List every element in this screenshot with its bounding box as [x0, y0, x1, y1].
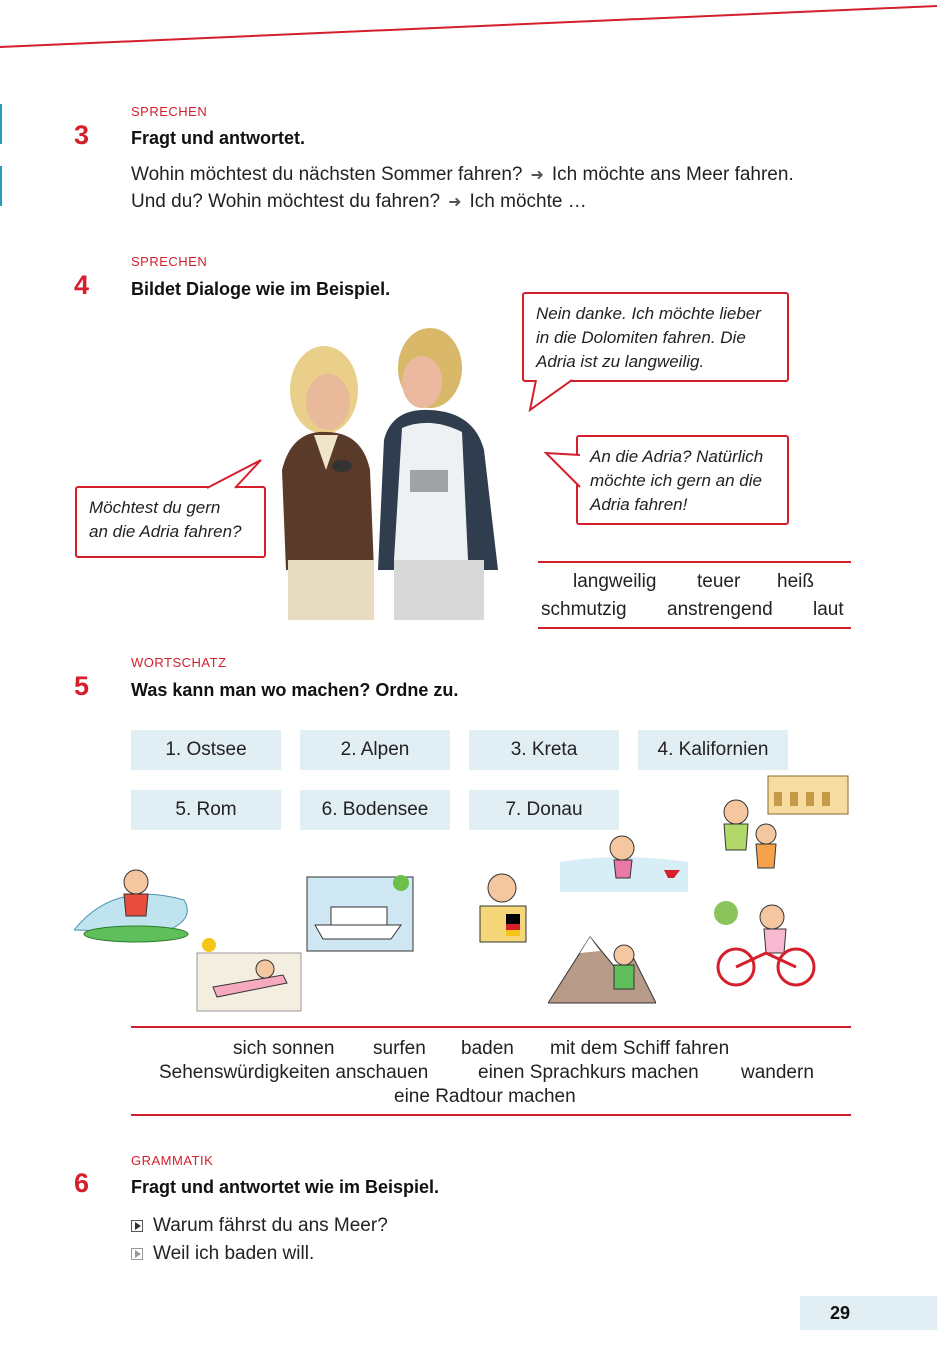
speech-bubble-mid: [576, 435, 789, 525]
activity-word-box: [131, 1026, 851, 1116]
bubble-top-line-1: Nein danke. Ich möchte lieber: [536, 304, 761, 323]
word-heiss: heiß: [777, 571, 814, 592]
word-laut: laut: [813, 599, 844, 620]
bubble-tail: [197, 458, 277, 490]
edge-mark: [0, 166, 2, 206]
right-arrow-icon: ➜: [448, 194, 462, 211]
ex4-instruction: Bildet Dialoge wie im Beispiel.: [131, 279, 391, 299]
ex3-answer-2: Ich möchte …: [469, 191, 587, 212]
ex5-instruction: Was kann man wo machen? Ordne zu.: [131, 680, 459, 700]
reading-boy-illustration: [472, 870, 534, 946]
page-number-text: 29: [830, 1302, 851, 1323]
ex3-instruction: Fragt und antwortet.: [131, 128, 305, 148]
sightseeing-illustration: [712, 772, 850, 876]
ex3-answer-1: Ich möchte ans Meer fahren.: [551, 164, 794, 185]
bubble-mid-line-3: Adria fahren!: [590, 495, 688, 514]
word-teuer: teuer: [697, 571, 741, 592]
speech-bubble-left: [75, 486, 266, 558]
speech-bubble-top: [522, 292, 789, 382]
right-arrow-icon: ➜: [530, 167, 544, 184]
ex6-question-text: Warum fährst du ans Meer?: [153, 1215, 388, 1236]
place-tile-donau: 7. Donau: [469, 790, 619, 830]
activity-surfen: surfen: [373, 1038, 426, 1059]
place-tile-kalifornien: 4. Kalifornien: [638, 730, 788, 770]
bubble-tail: [542, 447, 582, 497]
ex6-category: GRAMMATIK: [131, 1153, 214, 1168]
activity-sich-sonnen: sich sonnen: [233, 1038, 335, 1059]
place-tile-bodensee: 6. Bodensee: [300, 790, 450, 830]
swimming-girl-illustration: [560, 832, 690, 892]
ex6-number: 6: [74, 1168, 90, 1198]
activity-baden: baden: [461, 1038, 514, 1059]
bubble-left-line-2: an die Adria fahren?: [89, 522, 242, 541]
ex6-answer-text: Weil ich baden will.: [153, 1243, 315, 1264]
page-number: [800, 1296, 937, 1330]
place-tile-kreta: 3. Kreta: [469, 730, 619, 770]
word-schmutzig: schmutzig: [541, 599, 627, 620]
sunbathing-illustration: [195, 935, 303, 1013]
bubble-top-line-2: in die Dolomiten fahren. Die: [536, 328, 746, 347]
ex6-instruction: Fragt und antwortet wie im Beispiel.: [131, 1177, 440, 1197]
bubble-top-line-3: Adria ist zu langweilig.: [536, 352, 705, 371]
ex4-category: SPRECHEN: [131, 254, 208, 269]
word-langweilig: langweilig: [573, 571, 657, 592]
bubble-mid-line-1: An die Adria? Natürlich: [590, 447, 764, 466]
edge-mark: [0, 104, 2, 144]
play-icon: [131, 1220, 143, 1232]
cycling-illustration: [712, 895, 824, 991]
place-tile-alpen: 2. Alpen: [300, 730, 450, 770]
top-rule: [0, 0, 937, 60]
bubble-left-line-1: Möchtest du gern: [89, 498, 221, 517]
activity-sprachkurs: einen Sprachkurs machen: [478, 1062, 699, 1083]
ex3-line1: [131, 164, 794, 186]
surfer-illustration: [74, 860, 200, 950]
play-icon: [131, 1248, 143, 1260]
activity-schiff-fahren: mit dem Schiff fahren: [550, 1038, 730, 1059]
photo-two-teenagers: [262, 320, 522, 620]
ship-illustration: [305, 873, 415, 953]
ex3-question-1: Wohin möchtest du nächsten Sommer fahren?: [131, 164, 523, 185]
ex3-number: 3: [74, 120, 90, 150]
place-tile-rom: 5. Rom: [131, 790, 281, 830]
ex4-number: 4: [74, 270, 90, 300]
ex6-example-question: [131, 1215, 388, 1237]
activity-radtour: eine Radtour machen: [394, 1086, 576, 1107]
adjective-word-box: [538, 561, 851, 629]
ex5-number: 5: [74, 671, 90, 701]
bubble-tail: [528, 380, 588, 414]
ex6-example-answer: [131, 1243, 314, 1265]
activity-sehenswuerdigkeiten: Sehenswürdigkeiten anschauen: [159, 1062, 429, 1083]
hiking-illustration: [548, 925, 656, 1005]
ex5-category: WORTSCHATZ: [131, 655, 227, 670]
word-anstrengend: anstrengend: [667, 599, 773, 620]
bubble-mid-line-2: möchte ich gern an die: [590, 471, 762, 490]
place-tile-ostsee: 1. Ostsee: [131, 730, 281, 770]
ex3-question-2: Und du? Wohin möchtest du fahren?: [131, 191, 441, 212]
activity-wandern: wandern: [741, 1062, 814, 1083]
ex3-category: SPRECHEN: [131, 104, 208, 119]
ex3-line2: [131, 191, 587, 213]
